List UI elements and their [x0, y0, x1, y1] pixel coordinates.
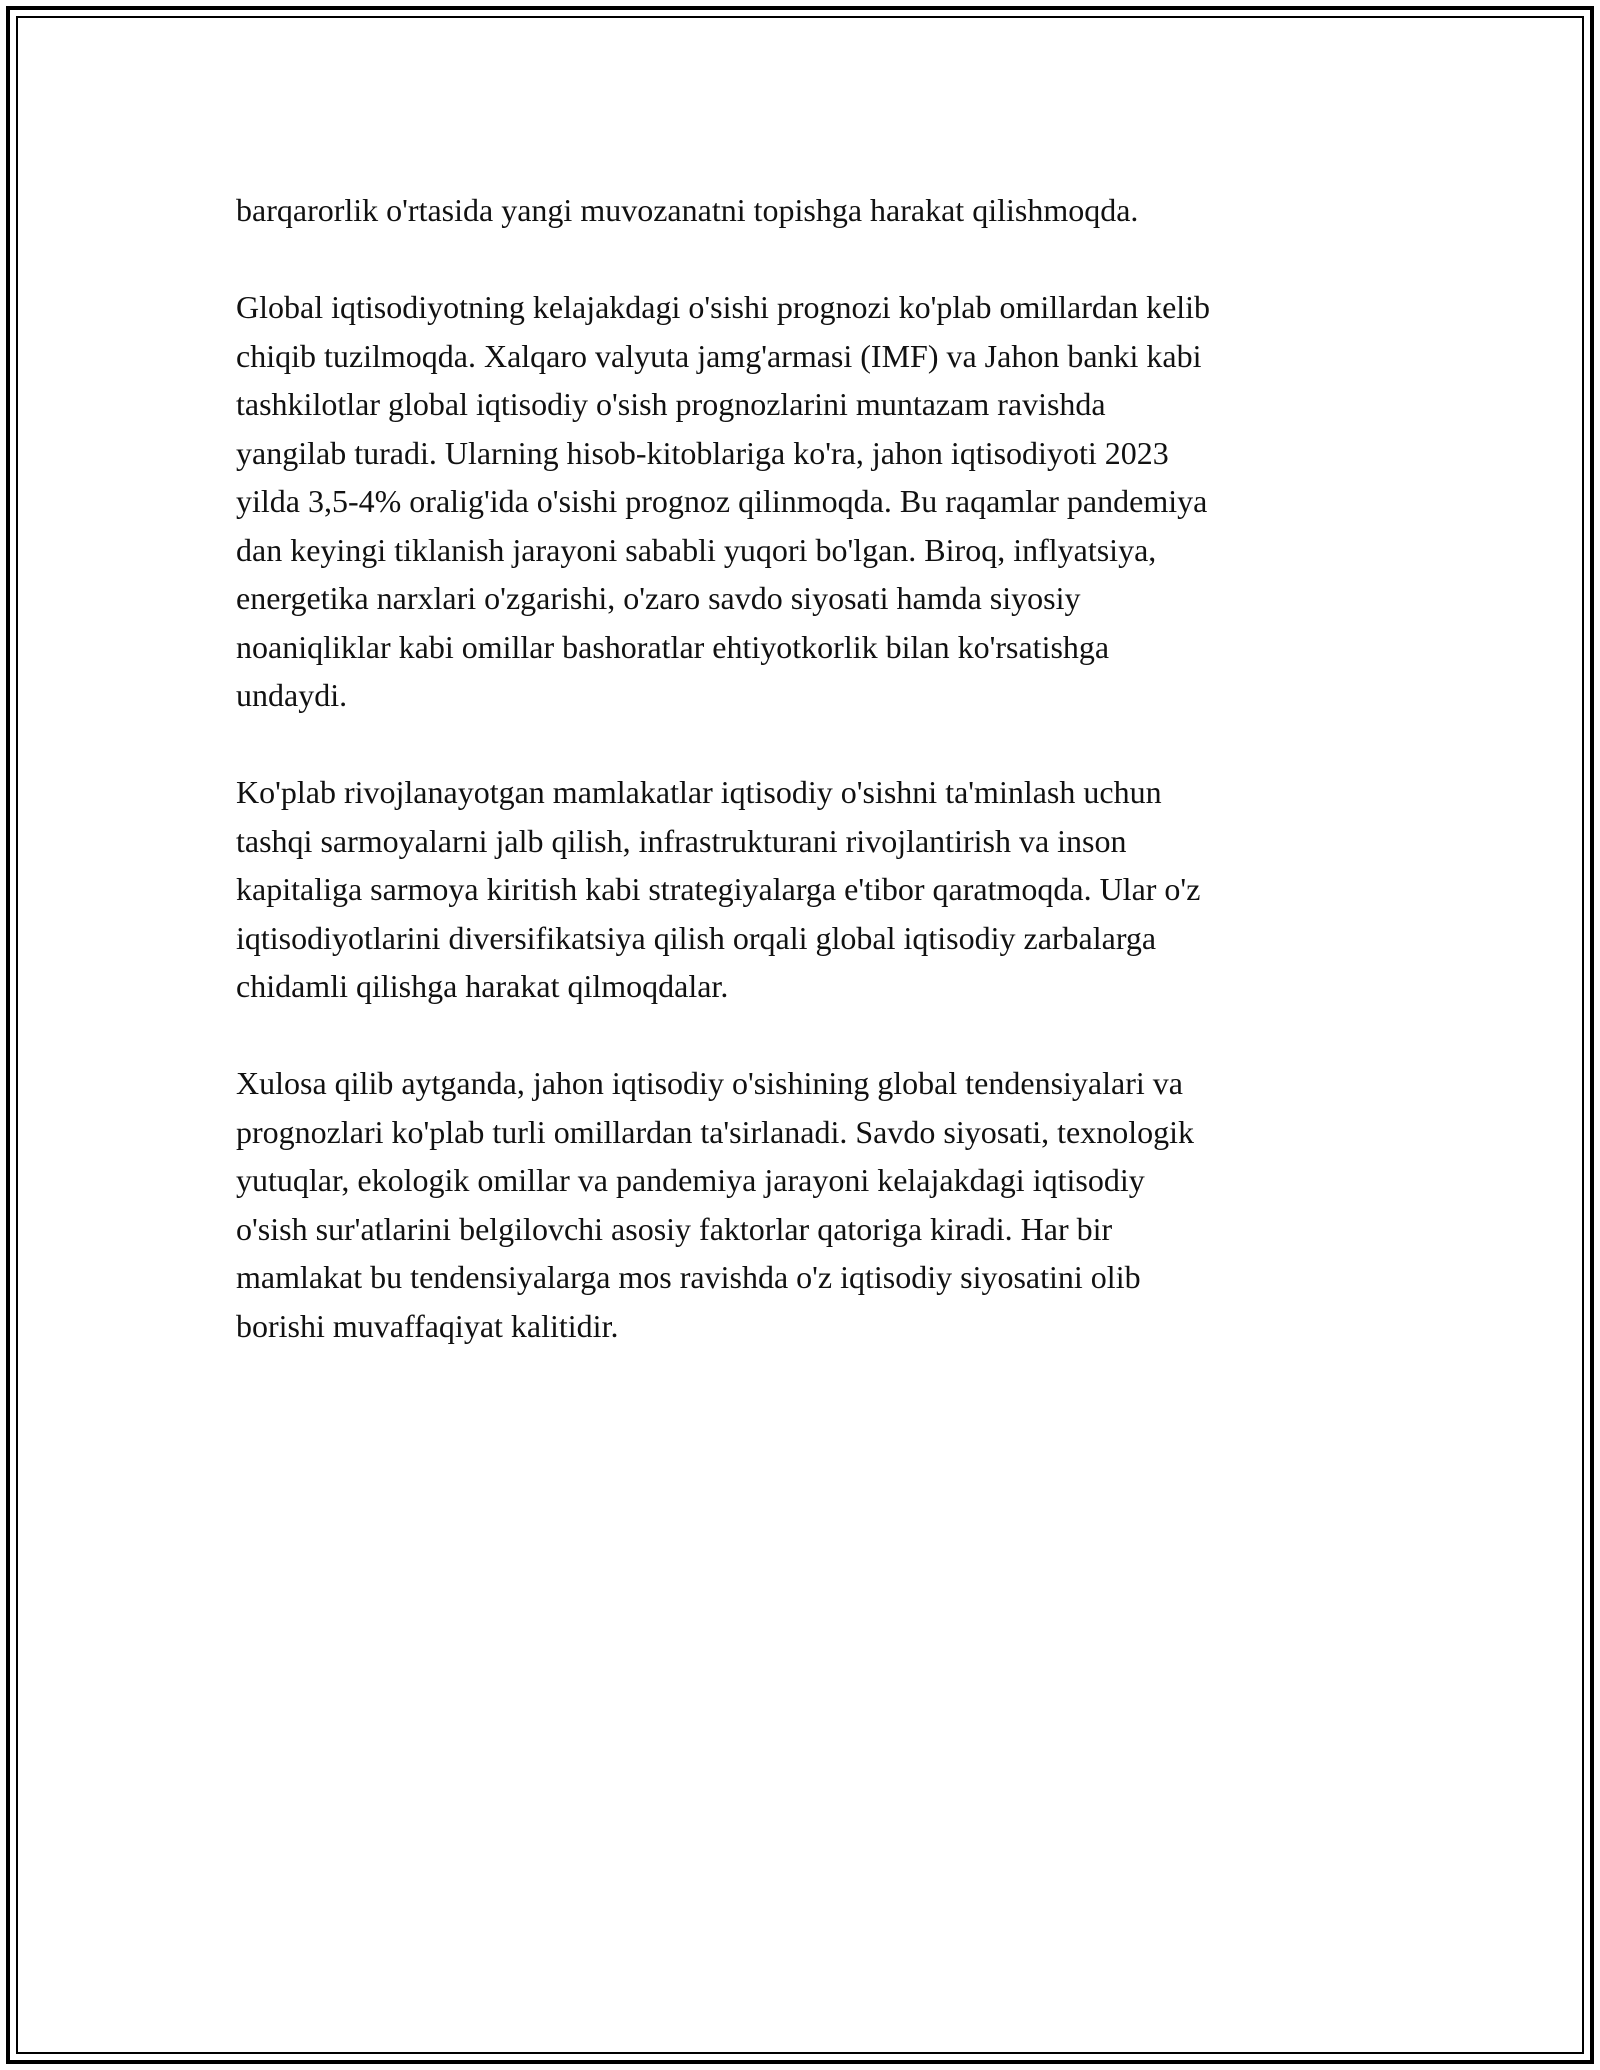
paragraph-intro-continuation: [236, 186, 1366, 235]
text-line: chidamli qilishga harakat qilmoqdalar.: [236, 968, 729, 1004]
text-line: mamlakat bu tendensiyalarga mos ravishda o'z iqtisodiy siyosatini olib: [236, 1259, 1141, 1295]
text-line: noaniqliklar kabi omillar bashoratlar ehtiyotkorlik bilan ko'rsatishga: [236, 628, 1110, 665]
paragraph-growth-forecast: [236, 283, 1366, 720]
text-line: yutuqlar, ekologik omillar va pandemiya jarayoni kelajakdagi iqtisodiy: [236, 1162, 1145, 1198]
paragraph-developing-countries: [236, 768, 1366, 1011]
text-line: tashkilotlar global iqtisodiy o'sish prognozlarini muntazam ravishda: [236, 386, 1106, 422]
text-line: kapitaliga sarmoya kiritish kabi strategiyalarga e'tibor qaratmoqda. Ular o'z: [236, 871, 1201, 907]
document-body: [236, 186, 1366, 1399]
text-line: Global iqtisodiyotning kelajakdagi o'sishi prognozi ko'plab omillardan kelib: [236, 289, 1211, 325]
paragraph-conclusion: [236, 1059, 1366, 1350]
text-line: undaydi.: [236, 677, 348, 713]
text-line: yilda 3,5-4% oralig'ida o'sishi prognoz qilinmoqda. Bu raqamlar pandemiya: [236, 483, 1208, 519]
text-line: tashqi sarmoyalarni jalb qilish, infrastrukturani rivojlantirish va inson: [236, 822, 1127, 859]
text-line: energetika narxlari o'zgarishi, o'zaro savdo siyosati hamda siyosiy: [236, 580, 1081, 616]
text-line: iqtisodiyotlarini diversifikatsiya qilish orqali global iqtisodiy zarbalarga: [236, 919, 1157, 956]
text-line: o'sish sur'atlarini belgilovchi asosiy faktorlar qatoriga kiradi. Har bir: [236, 1210, 1113, 1247]
text-line: borishi muvaffaqiyat kalitidir.: [236, 1307, 619, 1344]
text-line: prognozlari ko'plab turli omillardan ta'sirlanadi. Savdo siyosati, texnologik: [236, 1113, 1195, 1150]
text-line: dan keyingi tiklanish jarayoni sababli yuqori bo'lgan. Biroq, inflyatsiya,: [236, 531, 1157, 568]
text-line: Ko'plab rivojlanayotgan mamlakatlar iqtisodiy o'sishni ta'minlash uchun: [236, 774, 1162, 810]
text-line: Xulosa qilib aytganda, jahon iqtisodiy o'sishining global tendensiyalari va: [236, 1065, 1183, 1101]
text-line: chiqib tuzilmoqda. Xalqaro valyuta jamg'armasi (IMF) va Jahon banki kabi: [236, 337, 1202, 374]
text-line: yangilab turadi. Ularning hisob-kitoblariga ko'ra, jahon iqtisodiyoti 2023: [236, 434, 1169, 471]
text-line: barqarorlik o'rtasida yangi muvozanatni topishga harakat qilishmoqda.: [236, 192, 1139, 228]
